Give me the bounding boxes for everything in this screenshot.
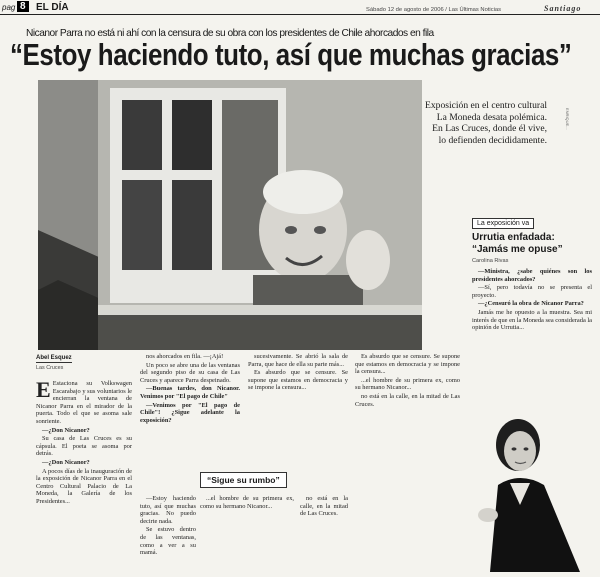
- deck: Exposición en el centro cultural La Moneda desata polémica. En Las Cruces, donde él vive, lo defienden decididamente.: [424, 100, 547, 146]
- sidebar-label: La exposición va: [472, 218, 534, 229]
- sidebar-title-2: “Jamás me opuse”: [472, 244, 563, 255]
- sidebar-body: [472, 268, 592, 408]
- dateline: Sábado 12 de agosto de 2006 / Las Últimas Noticias: [366, 7, 502, 13]
- byline-author: Abel Esquez: [36, 355, 72, 361]
- article-paragraph: ...el hombre de su primera ex, como su hermano Nicanor...: [200, 495, 294, 510]
- sidebar-paragraph: —¿Censuró la obra de Nicanor Parra?: [478, 300, 584, 308]
- handwritten-note: Santiago: [544, 4, 582, 13]
- sidebar-title-1: Urrutia enfadada:: [472, 232, 555, 243]
- article-paragraph: ...el hombre de su primera ex, como su hermano Nicanor...: [355, 376, 460, 392]
- article-column-5: [355, 353, 460, 567]
- article-paragraph: Un poco se abre una de las ventanas del segundo piso de su casa de Las Cruces y aparece Parra despeinado.: [140, 361, 240, 384]
- sidebar-paragraph: Jamás me he opuesto a la muestra. Sea mi interés de que en la Moneda sea considerada la opinión de Urrutia...: [472, 308, 592, 332]
- article-paragraph: no está en la calle, en la mitad de Las Cruces.: [355, 392, 460, 408]
- article-paragraph: A pocos días de la inauguración de la exposición de Nicanor Parra en el Centro Cultural Palacio de La Moneda, la Galería de los Presidentes...: [36, 467, 132, 505]
- article-column-2b: [140, 495, 196, 567]
- article-column-1: E Estaciona su Volkswagen Escarabajo y sus voluntarios le encierran la ventana de Nicanor Parra en el mirador de la puerta. Todo el que se asoma sale sonriente. —¿Don Nicanor? Su casa de Las Cruces es su cápsula. El poeta se asoma por detrás. —¿Don Nicanor? A pocos días de la inauguración de la exposición de Nicanor Parra en el Centro Cultural Palacio de La Moneda, la Galería de los Presidentes...: [36, 377, 132, 505]
- inline-subhead: “Sigue su rumbo”: [200, 472, 287, 488]
- kicker: Nicanor Parra no está ni ahí con la censura de su obra con los presidentes de Chile ahorcados en fila: [26, 28, 434, 39]
- headline: “Estoy haciendo tuto, así que muchas gracias”: [10, 38, 572, 72]
- byline-place: Las Cruces: [36, 365, 64, 371]
- article-paragraph: sucesivamente. Se abrió la sala de Parra, que hace de ella su parte más...: [248, 353, 348, 368]
- page-header: [0, 0, 600, 16]
- sidebar-byline: Carolina Rivas: [472, 258, 509, 264]
- main-photo: [38, 80, 422, 350]
- header-rule: [0, 14, 600, 15]
- page-number: 8: [17, 1, 29, 12]
- sidebar-box: [468, 218, 596, 418]
- sidebar-paragraph: —Ministra, ¿sabe quiénes son los presidentes ahorcados?: [472, 268, 592, 283]
- article-column-3b: [200, 495, 294, 567]
- article-paragraph: —¿Don Nicanor?: [42, 458, 90, 466]
- article-paragraph: no está en la calle, en la mitad de Las Cruces.: [300, 495, 348, 518]
- article-paragraph: Es absurdo que se censure. Se supone que estamos en democracia y se impone la censura...: [248, 369, 348, 392]
- article-paragraph: —Estoy haciendo tuto, así que muchas gracias. No puedo decirte nada.: [140, 495, 196, 525]
- article-paragraph: Su casa de Las Cruces es su cápsula. El poeta se asoma por detrás.: [36, 435, 132, 458]
- sidebar-paragraph: —Sí, pero todavía no se presenta el proyecto.: [472, 284, 592, 299]
- article-paragraph: Se estuvo dentro de las ventanas, como a ver a su mamá.: [140, 526, 196, 557]
- article-paragraph: nos ahorcados en fila. —¡Ajá!: [146, 353, 224, 360]
- article-paragraph: Es absurdo que se censure. Se supone que estamos en democracia y se impone la censura...: [355, 353, 460, 376]
- article-paragraph: —Venimos por "El pago de Chile"! ¿Sigue adelante la exposición?: [140, 401, 240, 424]
- sidebar-photo: [470, 405, 600, 572]
- article-column-4: [300, 495, 348, 567]
- article-paragraph: —¿Don Nicanor?: [42, 426, 90, 434]
- article-paragraph: Estaciona su Volkswagen Escarabajo y sus voluntarios le encierran la ventana de Nicanor Parra en el mirador de la puerta. Todo el que se asoma sale sonriente.: [36, 380, 132, 425]
- photo-poet-at-window: [38, 80, 422, 350]
- page-label: pag: [2, 3, 16, 12]
- section-title: EL DÍA: [36, 2, 69, 13]
- article-paragraph: —Buenas tardes, don Nicanor. Venimos por "El pago de Chile": [140, 385, 240, 400]
- photo-credit: ENRIQUE...: [565, 108, 570, 130]
- photo-minister: [470, 405, 600, 572]
